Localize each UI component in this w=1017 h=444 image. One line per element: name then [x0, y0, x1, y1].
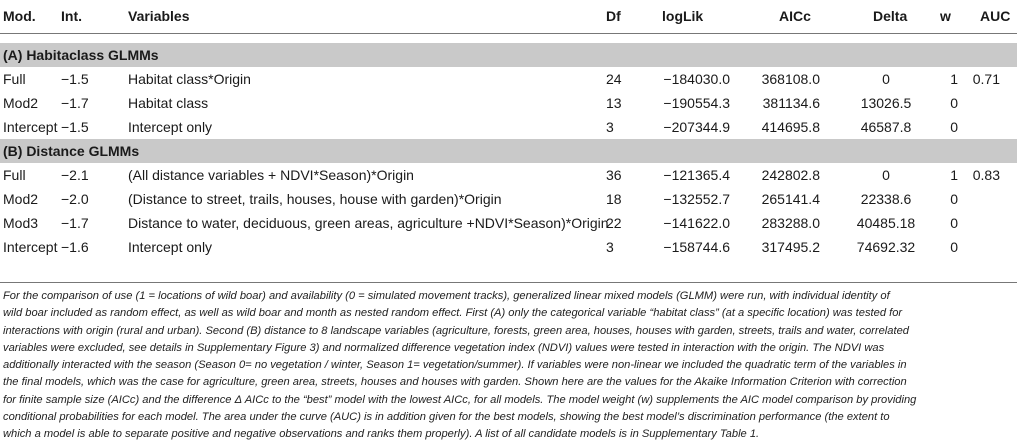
table-row	[0, 235, 1017, 259]
cell-variables: Intercept only	[128, 239, 213, 255]
header-auc: AUC	[963, 0, 1017, 33]
cell-delta: 13026.5	[860, 95, 912, 111]
cell-auc	[963, 115, 1017, 139]
cell-auc	[963, 211, 1017, 235]
table-footnote: For the comparison of use (1 = locations of wild boar) and availability (0 = simulated movement tracks), generalized linear mixed models (GLMM) were run, with individual identity of wild boar included as random effect, as well as wild boar and month as nested random effect. First (A) only the categorical variable “habitat class” (at a specific location) was tested for interactions with origin (rural and urban). Second (B) distance to 8 landscape variables (agriculture, forests, green area, houses, houses with garden, streets, trails and water, correlated variables were excluded, see details in Supplementary Figure 3) and normalized difference vegetation index (NDVI) values were tested in interaction with the origin. The NDVI was additionally interacted with the season (Season 0= no vegetation / winter, Season 1= vegetation/summer). If variables were non-linear we included the quadratic term of the variables in the final models, which was the case for agriculture, green area, streets, houses and houses with garden. Shown here are the values for the Akaike Information Criterion with correction for finite sample size (AICc) and the difference Δ AICc to the “best” model with the lowest AICc, for all models. The model weight (w) supplements the AIC model comparison by providing conditional probabilities for each model. The area under the curve (AUC) is in addition given for the best models, showing the best model’s discrimination performance (the extent to which a model is able to separate positive and negative observations and ranks them properly). A list of all candidate models is in Supplementary Table 1.	[3, 290, 917, 441]
cell-delta: 74692.32	[856, 239, 916, 255]
cell-auc: 0.83	[972, 167, 1000, 183]
cell-df: 18	[606, 191, 622, 207]
cell-w: 1	[950, 167, 958, 183]
header-int: Int.	[61, 0, 128, 33]
cell-w: 0	[950, 239, 958, 255]
table-row	[0, 91, 1017, 115]
table-header-row	[0, 0, 1017, 33]
cell-df: 36	[606, 167, 622, 183]
section-b-title-row	[0, 139, 1017, 163]
cell-mod: Full	[3, 71, 26, 87]
header-aicc: AICc	[754, 0, 843, 33]
cell-mod: Mod2	[3, 191, 39, 207]
cell-auc	[963, 187, 1017, 211]
cell-aicc: 317495.2	[761, 239, 820, 255]
table-bottom-rule	[0, 282, 1017, 283]
cell-int: −1.5	[61, 119, 89, 135]
header-w: w	[929, 0, 963, 33]
cell-loglik: −141622.0	[663, 215, 730, 231]
cell-mod: Mod3	[3, 215, 39, 231]
cell-df: 13	[606, 95, 622, 111]
cell-mod: Intercept	[3, 119, 58, 135]
cell-w: 0	[950, 119, 958, 135]
cell-df: 24	[606, 71, 622, 87]
cell-auc: 0.71	[972, 71, 1000, 87]
cell-variables: Intercept only	[128, 119, 213, 135]
cell-loglik: −207344.9	[663, 119, 730, 135]
header-loglik: logLik	[648, 0, 754, 33]
cell-aicc: 265141.4	[761, 191, 820, 207]
table-row	[0, 211, 1017, 235]
cell-w: 1	[950, 71, 958, 87]
section-a-title-row	[0, 43, 1017, 67]
header-mod: Mod.	[0, 0, 61, 33]
section-title: (B) Distance GLMMs	[0, 139, 1017, 163]
cell-w: 0	[950, 191, 958, 207]
cell-loglik: −158744.6	[663, 239, 730, 255]
cell-delta: 46587.8	[860, 119, 912, 135]
cell-variables: Habitat class	[128, 95, 209, 111]
section-title: (A) Habitaclass GLMMs	[0, 43, 1017, 67]
cell-auc	[963, 91, 1017, 115]
table-row	[0, 115, 1017, 139]
cell-mod: Full	[3, 167, 26, 183]
cell-variables: Habitat class*Origin	[128, 71, 251, 87]
cell-df: 22	[606, 215, 622, 231]
cell-variables: Distance to water, deciduous, green areas, agriculture +NDVI*Season)*Origin	[128, 215, 609, 231]
header-delta: Delta	[843, 0, 929, 33]
cell-delta: 0	[882, 71, 890, 87]
cell-loglik: −132552.7	[663, 191, 730, 207]
cell-int: −1.7	[61, 215, 89, 231]
cell-loglik: −190554.3	[663, 95, 730, 111]
cell-variables: (All distance variables + NDVI*Season)*Origin	[128, 167, 414, 183]
cell-aicc: 242802.8	[761, 167, 820, 183]
cell-loglik: −184030.0	[663, 71, 730, 87]
cell-aicc: 381134.6	[762, 95, 820, 111]
cell-aicc: 283288.0	[761, 215, 820, 231]
cell-delta: 22338.6	[860, 191, 912, 207]
cell-aicc: 368108.0	[761, 71, 820, 87]
cell-mod: Mod2	[3, 95, 39, 111]
cell-delta: 0	[882, 167, 890, 183]
cell-int: −1.5	[61, 71, 89, 87]
cell-int: −2.0	[61, 191, 89, 207]
cell-w: 0	[950, 95, 958, 111]
cell-int: −1.6	[61, 239, 89, 255]
table-row	[0, 67, 1017, 91]
cell-loglik: −121365.4	[663, 167, 730, 183]
cell-auc	[963, 235, 1017, 259]
cell-mod: Intercept	[3, 239, 58, 255]
cell-int: −2.1	[61, 167, 89, 183]
cell-df: 3	[606, 119, 614, 135]
cell-variables: (Distance to street, trails, houses, house with garden)*Origin	[128, 191, 502, 207]
table-row	[0, 187, 1017, 211]
table-row	[0, 163, 1017, 187]
cell-df: 3	[606, 239, 614, 255]
header-df: Df	[606, 0, 648, 33]
cell-aicc: 414695.8	[761, 119, 820, 135]
cell-int: −1.7	[61, 95, 89, 111]
header-variables: Variables	[128, 0, 606, 33]
cell-delta: 40485.18	[856, 215, 916, 231]
cell-w: 0	[950, 215, 958, 231]
